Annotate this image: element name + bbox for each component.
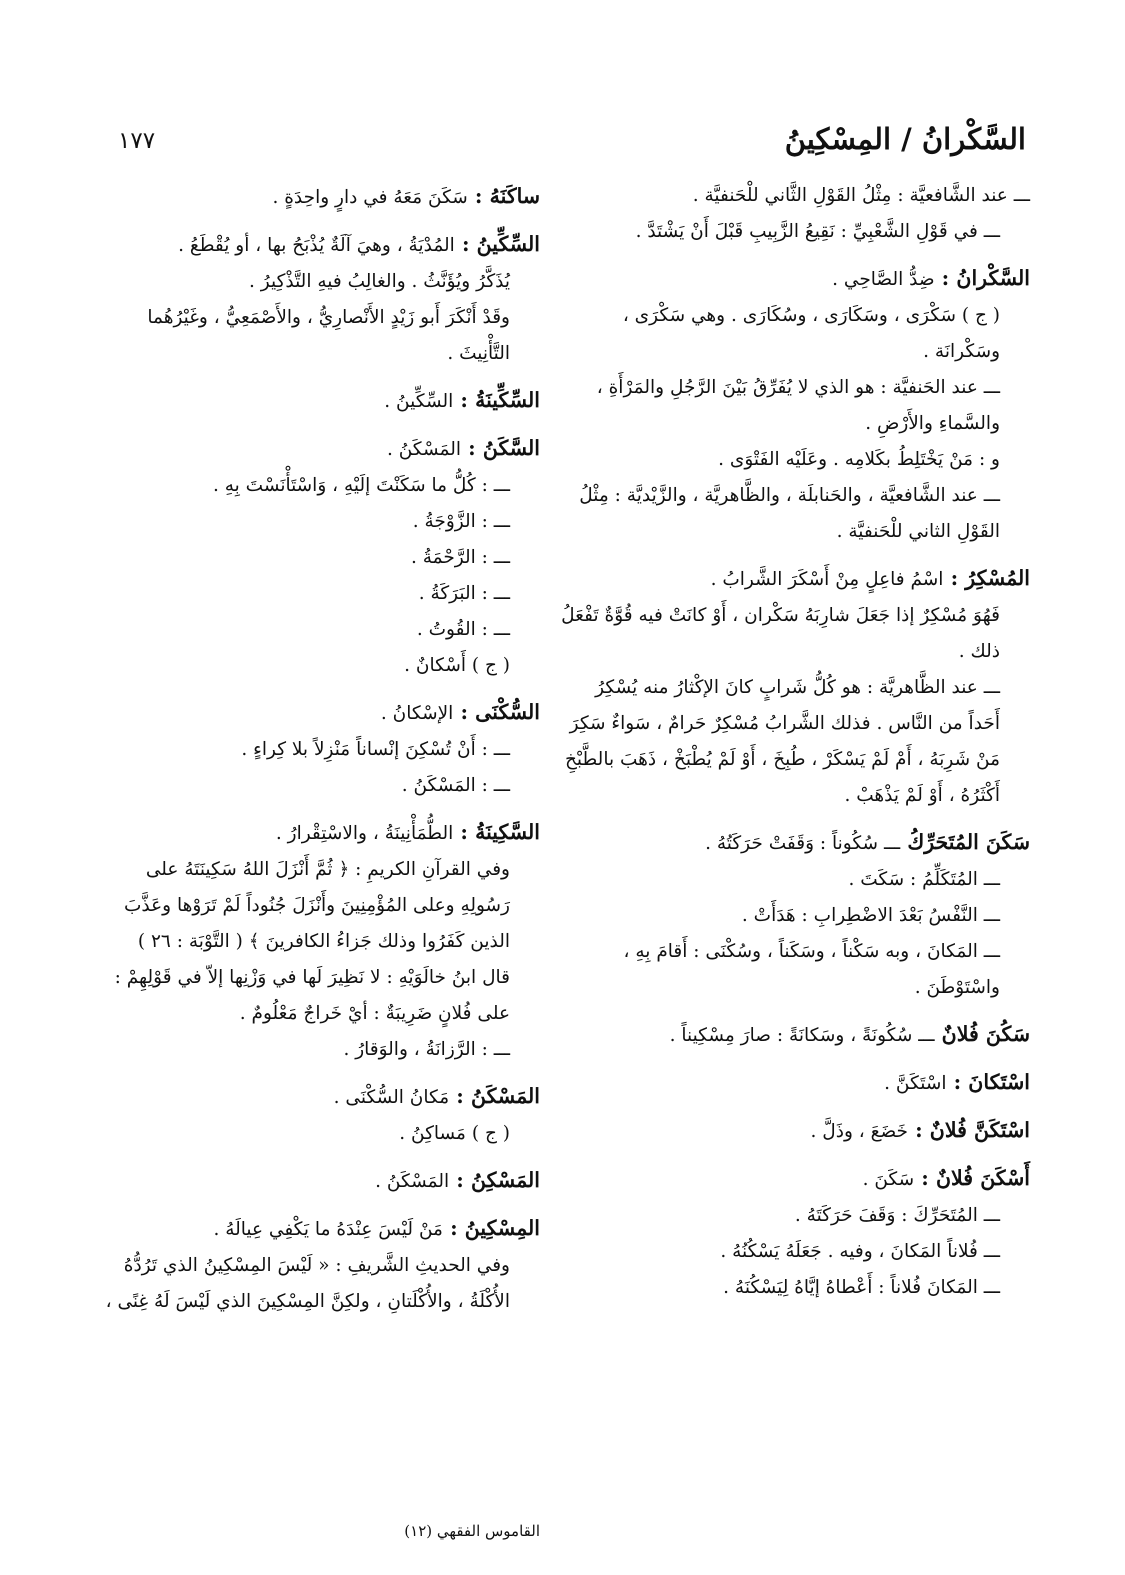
- entry-subline: [560, 1234, 1030, 1270]
- entry-text: مَكانُ السُّكْنَى .: [333, 1087, 450, 1108]
- entry-first-line: [560, 1064, 1030, 1102]
- right-column: [560, 178, 1030, 1316]
- entry-headword: المِسْكِينُ :: [442, 1216, 540, 1240]
- entry-headword: السِّكِّينَةُ :: [453, 388, 540, 412]
- entry-text: وفي الحديثِ الشَّريفِ : « لَيْسَ المِسْكِينُ الذي تَرُدُّهُ الأُكْلَةُ ، والأُكْلَتانِ ، ولكِنَّ المِسْكِينَ الذي لَيْسَ لَهُ غِنًى ،: [105, 1255, 510, 1312]
- entry-headword: السَّكِينَةُ :: [453, 820, 540, 844]
- entry-subline: [560, 934, 1030, 1006]
- entry-headword: سَكَنَ المُتَحَرِّكُ: [900, 830, 1030, 854]
- entry-first-line: [100, 1210, 540, 1248]
- entry-subline: [100, 960, 540, 1032]
- entry-text: ـــ في قَوْلِ الشَّعْبِيِّ : نَقِيعُ الزَّبِيبِ قَبْلَ أَنْ يَشْتَدَّ .: [635, 221, 1000, 242]
- entry-headword: المَسْكَنُ :: [449, 1084, 540, 1108]
- entry-text: وقَدْ أَنْكَرَ أَبو زَيْدٍ الأَنْصارِيُّ ، والأَصْمَعِيُّ ، وغَيْرُهُما التَّأْنِيثَ .: [147, 307, 510, 364]
- entry-subline: [560, 598, 1030, 670]
- dictionary-entry: [560, 824, 1030, 1006]
- entry-first-line: [100, 1078, 540, 1116]
- entry-text: اسْتَكَنَّ .: [884, 1073, 947, 1094]
- entry-headword: سَكُنَ فُلانٌ: [934, 1022, 1030, 1046]
- entry-text: ـــ فُلاناً المَكانَ ، وفيه . جَعَلَهُ يَسْكُنُهُ .: [720, 1241, 1000, 1262]
- entry-subline: [560, 370, 1030, 442]
- entry-subline: [560, 1270, 1030, 1306]
- entry-text: ـــ المَكانَ ، وبه سَكْناً ، وسَكَناً ، وسُكْنَى : أَقامَ بِهِ ، واسْتَوْطَنَ .: [623, 941, 1000, 998]
- entry-first-line: [100, 694, 540, 732]
- entry-subline: [560, 442, 1030, 478]
- entry-headword: اسْتَكَنَّ فُلانٌ :: [907, 1118, 1030, 1142]
- entry-text: وفي القرآنِ الكريمِ : ﴿ ثُمَّ أَنْزَلَ اللهُ سَكِينَتَهُ على رَسُولِهِ وعلى المُؤْمِنِينَ وأَنْزَلَ جُنُوداً لَمْ تَرَوْها وعَذَّبَ الذين كَفَرُوا وذلك جَزاءُ الكافرينَ ﴾ ( التَّوْبَة : ٢٦ ): [124, 859, 510, 952]
- dictionary-entry: [560, 1064, 1030, 1102]
- dictionary-entry: [100, 814, 540, 1068]
- entry-subline: [100, 732, 540, 768]
- entry-text: ـــ : الرَّحْمَةُ .: [410, 547, 510, 568]
- page-header: [118, 122, 1026, 172]
- entry-subline: [100, 648, 540, 684]
- entry-text: ـــ النَّفْسُ بَعْدَ الاضْطِرابِ : هَدَأَتْ .: [741, 905, 1000, 926]
- entry-text: ـــ المَكانَ فُلاناً : أَعْطاهُ إيَّاهُ لِيَسْكُنَهُ .: [723, 1277, 1000, 1298]
- entry-text: سَكَنَ .: [862, 1169, 915, 1190]
- entry-first-line: [560, 260, 1030, 298]
- entry-first-line: [100, 430, 540, 468]
- entry-text: قال ابنُ خالَوَيْهِ : لا نَظِيرَ لَها في وَزْنِها إلاّ في قَوْلِهِمْ : على فُلانٍ ضَرِيبَةٌ : أيْ خَراجٌ مَعْلُومٌ .: [114, 967, 510, 1024]
- entry-text: ـــ عند الشَّافعيَّة : مِثْلُ القَوْلِ الثَّاني للْحَنفيَّة .: [692, 185, 1030, 206]
- entry-text: السِّكِّينُ .: [384, 391, 454, 412]
- entry-first-line: [560, 1160, 1030, 1198]
- entry-text: ـــ المُتَحَرِّكَ : وَقَفَ حَرَكَتَهُ .: [794, 1205, 1000, 1226]
- entry-text: ـــ عند الظَّاهريَّة : هو كُلُّ شَرابٍ كانَ الإكْثارُ منه يُسْكِرُ أَحَداً من النَّاس . فذلك الشَّرابُ مُسْكِرٌ حَرامٌ ، سَواءٌ سَكِرَ مَنْ شَرِبَهُ ، أَمْ لَمْ يَسْكَرْ ، طُبِخَ ، أَوْ لَمْ يُطْبَخْ ، ذَهَبَ بالطَّبْخِ أَكْثَرُهُ ، أَوْ لَمْ يَذْهَبْ .: [564, 677, 1000, 806]
- entry-text: ـــ : الزَّوْجَةُ .: [412, 511, 510, 532]
- entry-subline: [100, 612, 540, 648]
- entry-subline: [560, 298, 1030, 370]
- entry-text: ـــ : أَنْ تُسْكِنَ إنْساناً مَنْزِلاً بلا كِراءٍ .: [241, 739, 510, 760]
- dictionary-entry: [560, 260, 1030, 550]
- entry-first-line: [100, 1162, 540, 1200]
- dictionary-entry: [100, 226, 540, 372]
- dictionary-entry: [100, 382, 540, 420]
- entry-headword: السِّكِّينُ :: [454, 232, 540, 256]
- entry-headword: المَسْكِنُ :: [449, 1168, 540, 1192]
- running-title: السَّكْرانُ / المِسْكِينُ: [784, 122, 1026, 156]
- entry-text: يُذَكَّرُ ويُؤَنَّثُ . والغالِبُ فيهِ التَّذْكِيرُ .: [249, 271, 510, 292]
- entry-headword: السَّكَنُ :: [461, 436, 540, 460]
- entry-subline: [560, 898, 1030, 934]
- entry-headword: السُّكْنَى :: [453, 700, 540, 724]
- entry-text: اسْمُ فاعِلٍ مِنْ أَسْكَرَ الشَّرابُ .: [710, 569, 944, 590]
- dictionary-entry: [560, 178, 1030, 250]
- entry-subline: [560, 670, 1030, 814]
- entry-text: الإسْكانُ .: [380, 703, 454, 724]
- entry-first-line: [100, 178, 540, 216]
- entry-first-line: [560, 178, 1030, 214]
- dictionary-entry: [100, 1078, 540, 1152]
- dictionary-entry: [100, 178, 540, 216]
- entry-headword: السَّكْرانُ :: [934, 266, 1030, 290]
- entry-subline: [560, 1198, 1030, 1234]
- entry-text: سَكَنَ مَعَهُ في دارٍ واحِدَةٍ .: [272, 187, 468, 208]
- page-number: ١٧٧: [118, 128, 156, 154]
- entry-text: ـــ المُتَكَلِّمُ : سَكَتَ .: [848, 869, 1000, 890]
- dictionary-entry: [560, 1160, 1030, 1306]
- entry-text: ( ج ) أَسْكانٌ .: [404, 655, 510, 676]
- entry-text: ـــ عند الشَّافعيَّة ، والحَنابلَة ، والظَّاهريَّة ، والزَّيْديَّة : مِثْلُ القَوْلِ الثاني للْحَنفيَّة .: [579, 485, 1000, 542]
- entry-subline: [100, 468, 540, 504]
- entry-first-line: [100, 226, 540, 264]
- entry-subline: [100, 1248, 540, 1320]
- entry-text: المَسْكَنُ .: [386, 439, 461, 460]
- entry-subline: [100, 576, 540, 612]
- entry-text: خَضَعَ ، وذَلَّ .: [810, 1121, 908, 1142]
- dictionary-entry: [100, 1210, 540, 1320]
- entry-text: المَسْكَنُ .: [375, 1171, 450, 1192]
- entry-text: ـــ عند الحَنفيَّة : هو الذي لا يُفَرِّقُ بَيْنَ الرَّجُلِ والمَرْأَةِ ، والسَّماءِ والأَرْضِ .: [596, 377, 1000, 434]
- entry-text: المُدْيَةُ ، وهيَ آلَةٌ يُذْبَحُ بها ، أو يُقْطَعُ .: [178, 235, 455, 256]
- entry-text: مَنْ لَيْسَ عِنْدَهُ ما يَكْفِي عِيالَهُ .: [213, 1219, 443, 1240]
- entry-subline: [100, 540, 540, 576]
- entry-text: ـــ : الرَّزانَةُ ، والوَقارُ .: [343, 1039, 510, 1060]
- entry-subline: [100, 504, 540, 540]
- entry-subline: [100, 1116, 540, 1152]
- entry-text: ـــ : كُلُّ ما سَكَنْتَ إلَيْهِ ، وَاسْتَأْنَسْتَ بِهِ .: [212, 475, 510, 496]
- entry-first-line: [560, 824, 1030, 862]
- entry-first-line: [560, 1112, 1030, 1150]
- left-column: [100, 178, 540, 1330]
- entry-first-line: [100, 814, 540, 852]
- entry-subline: [100, 300, 540, 372]
- entry-headword: اسْتَكانَ :: [946, 1070, 1030, 1094]
- entry-text: ( ج ) سَكْرَى ، وسَكَارَى ، وسُكَارَى . وهي سَكْرَى ، وسَكْرانَة .: [622, 305, 1000, 362]
- entry-text: فَهُوَ مُسْكِرٌ إذا جَعَلَ شارِبَهُ سَكْران ، أَوْ كانَتْ فيه قُوَّةٌ تَفْعَلُ ذلك .: [561, 605, 1000, 662]
- entry-text: و : مَنْ يَخْتَلِطُ بكَلامِه . وعَلَيْه الفَتْوَى .: [718, 449, 1000, 470]
- entry-subline: [560, 862, 1030, 898]
- entry-text: ـــ : القُوتُ .: [416, 619, 510, 640]
- dictionary-entry: [560, 560, 1030, 814]
- entry-subline: [100, 264, 540, 300]
- entry-headword: أَسْكَنَ فُلانٌ :: [914, 1166, 1030, 1190]
- entry-text: ـــ : البَرَكَةُ .: [418, 583, 510, 604]
- entry-first-line: [100, 382, 540, 420]
- entry-subline: [100, 852, 540, 960]
- entry-text: ـــ : المَسْكَنُ .: [401, 775, 510, 796]
- entry-text: ( ج ) مَساكِنُ .: [399, 1123, 510, 1144]
- entry-text: ـــ سُكُونَةً ، وسَكانَةً : صارَ مِسْكِيناً .: [669, 1025, 935, 1046]
- entry-first-line: [560, 560, 1030, 598]
- entry-headword: المُسْكِرُ :: [943, 566, 1030, 590]
- entry-subline: [100, 1032, 540, 1068]
- dictionary-entry: [100, 694, 540, 804]
- entry-text: الطُّمَأْنِينَةُ ، والاسْتِقْرارُ .: [275, 823, 454, 844]
- entry-first-line: [560, 1016, 1030, 1054]
- entry-subline: [560, 478, 1030, 550]
- entry-subline: [560, 214, 1030, 250]
- dictionary-entry: [560, 1016, 1030, 1054]
- dictionary-entry: [560, 1112, 1030, 1150]
- entry-text: ضِدُّ الصَّاحِي .: [832, 269, 935, 290]
- entry-text: ـــ سُكُوناً : وَقَفَتْ حَرَكَتُهُ .: [705, 833, 901, 854]
- entry-subline: [100, 768, 540, 804]
- entry-headword: ساكَنَهُ :: [467, 184, 540, 208]
- page-footer: القاموس الفقهي (١٢): [404, 1522, 540, 1540]
- dictionary-entry: [100, 1162, 540, 1200]
- dictionary-entry: [100, 430, 540, 684]
